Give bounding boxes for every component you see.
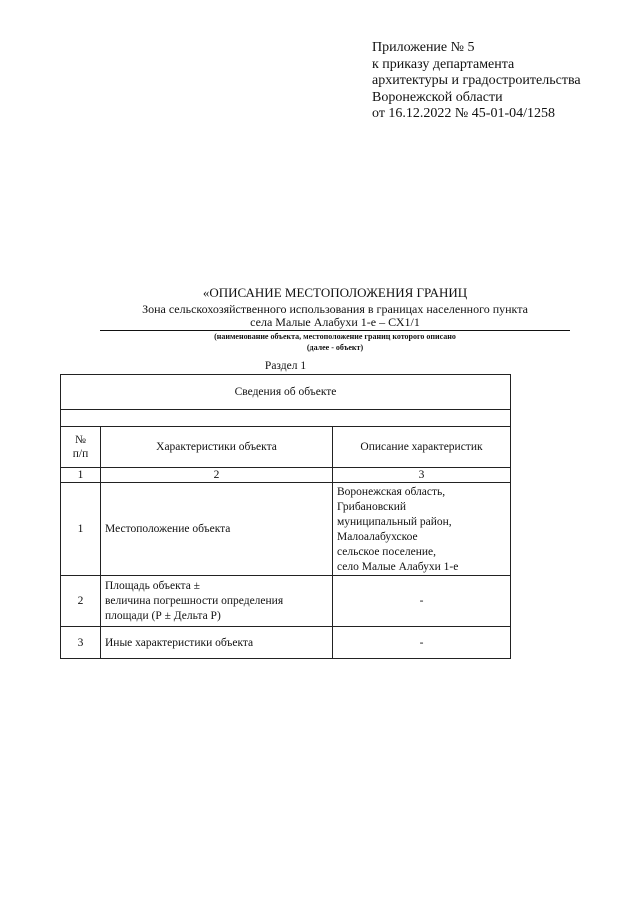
table-row bbox=[61, 576, 511, 627]
document-subtitle: Зона сельскохозяйственного использования в границах населенного пункта bbox=[142, 302, 528, 316]
appendix-line: к приказу департамента bbox=[372, 56, 515, 72]
section-label: Раздел 1 bbox=[264, 360, 307, 372]
object-name: села Малые Алабухи 1-е – СХ1/1 bbox=[100, 316, 570, 331]
row-description: - bbox=[333, 576, 511, 627]
description-line: муниципальный район, Малоалабухское bbox=[337, 516, 452, 543]
row-description: - bbox=[333, 627, 511, 659]
column-header-characteristic: Характеристики объекта bbox=[101, 427, 333, 468]
table-spacer-row bbox=[61, 410, 511, 427]
column-number: 2 bbox=[101, 468, 333, 483]
column-header-num-label: № п/п bbox=[72, 434, 89, 460]
table-spacer-cell bbox=[61, 410, 511, 427]
row-characteristic: Местоположение объекта bbox=[101, 483, 333, 576]
document-title-block bbox=[100, 285, 570, 353]
object-info-table bbox=[60, 374, 511, 659]
row-number: 3 bbox=[61, 627, 101, 659]
column-header-description: Описание характеристик bbox=[333, 427, 511, 468]
document-title: «ОПИСАНИЕ МЕСТОПОЛОЖЕНИЯ ГРАНИЦ bbox=[202, 285, 468, 300]
object-name-caption: (наименование объекта, местоположение границ которого описано bbox=[214, 332, 456, 341]
characteristic-line: Площадь объекта ± bbox=[105, 579, 200, 592]
appendix-header bbox=[372, 40, 581, 123]
row-description bbox=[333, 483, 511, 576]
appendix-line: Приложение № 5 bbox=[372, 40, 475, 55]
characteristic-line: площади (Р ± Дельта Р) bbox=[105, 609, 221, 622]
row-characteristic: Иные характеристики объекта bbox=[101, 627, 333, 659]
column-number-row bbox=[61, 468, 511, 483]
row-number: 1 bbox=[61, 483, 101, 576]
characteristic-line: величина погрешности определения bbox=[105, 594, 284, 607]
appendix-line: от 16.12.2022 № 45-01-04/1258 bbox=[372, 106, 556, 121]
column-number: 3 bbox=[333, 468, 511, 483]
table-header-row bbox=[61, 427, 511, 468]
appendix-line: Воронежской области bbox=[372, 89, 503, 105]
table-row bbox=[61, 483, 511, 576]
description-line: Воронежская область, Грибановский bbox=[337, 486, 446, 513]
appendix-line: архитектуры и градостроительства bbox=[372, 73, 581, 88]
table-title-row bbox=[61, 375, 511, 410]
column-header-num bbox=[61, 427, 101, 468]
row-number: 2 bbox=[61, 576, 101, 627]
table-title: Сведения об объекте bbox=[61, 375, 511, 410]
column-number: 1 bbox=[61, 468, 101, 483]
table-row bbox=[61, 627, 511, 659]
description-line: село Малые Алабухи 1-е bbox=[337, 561, 459, 573]
description-line: сельское поселение, bbox=[337, 546, 436, 558]
row-characteristic bbox=[101, 576, 333, 627]
object-name-caption-2: (далее - объект) bbox=[306, 343, 364, 352]
